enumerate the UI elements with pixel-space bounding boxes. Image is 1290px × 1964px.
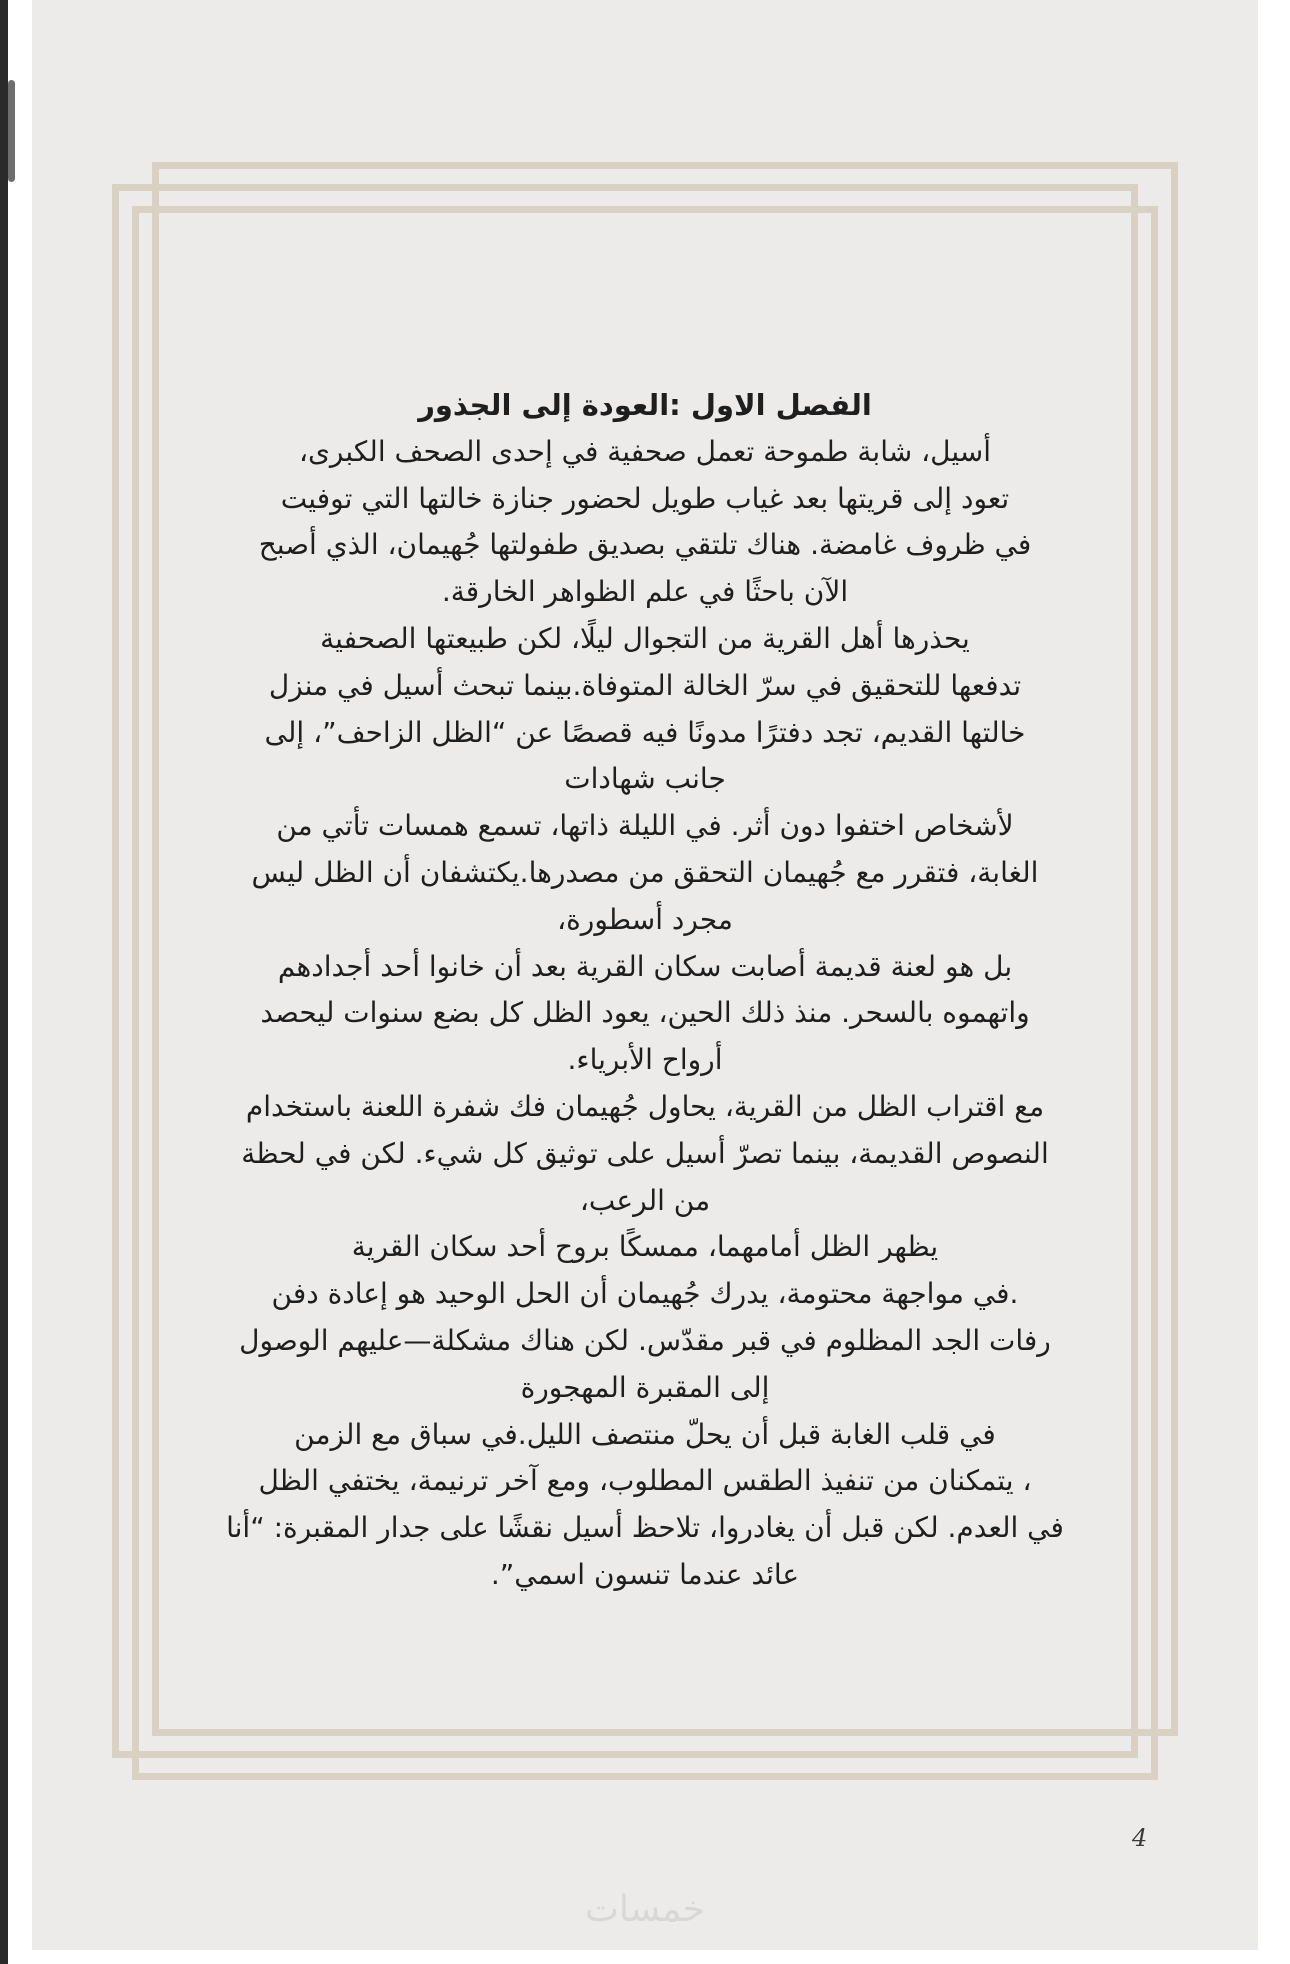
text-line: في قلب الغابة قبل أن يحلّ منتصف الليل.في سباق مع الزمن xyxy=(294,1417,996,1451)
chapter-text xyxy=(170,382,1120,1599)
text-line: لأشخاص اختفوا دون أثر. في الليلة ذاتها، تسمع همسات تأتي من xyxy=(276,809,1014,843)
text-line: واتهموه بالسحر. منذ ذلك الحين، يعود الظل كل بضع سنوات ليحصد xyxy=(260,996,1030,1030)
text-line: تعود إلى قريتها بعد غياب طويل لحضور جنازة خالتها التي توفيت xyxy=(280,481,1010,515)
text-line: مجرد أسطورة، xyxy=(557,902,733,936)
text-line: ، يتمكنان من تنفيذ الطقس المطلوب، ومع آخر ترنيمة، يختفي الظل xyxy=(258,1464,1032,1498)
text-line: النصوص القديمة، بينما تصرّ أسيل على توثيق كل شيء. لكن في لحظة xyxy=(241,1136,1049,1170)
viewer-left-edge xyxy=(0,0,8,1964)
text-line: بل هو لعنة قديمة أصابت سكان القرية بعد أن خانوا أحد أجدادهم xyxy=(277,949,1013,983)
text-line: أرواح الأبرياء. xyxy=(567,1043,723,1077)
text-line: أسيل، شابة طموحة تعمل صحفية في إحدى الصحف الكبرى، xyxy=(298,434,992,468)
text-line: في العدم. لكن قبل أن يغادروا، تلاحظ أسيل نقشًا على جدار المقبرة: “أنا xyxy=(226,1511,1064,1545)
text-line: جانب شهادات xyxy=(564,762,726,796)
text-line: الآن باحثًا في علم الظواهر الخارقة. xyxy=(441,575,849,609)
text-line: مع اقتراب الظل من القرية، يحاول جُهيمان فك شفرة اللعنة باستخدام xyxy=(245,1089,1045,1123)
text-line: خالتها القديم، تجد دفترًا مدونًا فيه قصصًا عن “الظل الزاحف”، إلى xyxy=(264,715,1026,749)
text-line: يظهر الظل أمامهما، ممسكًا بروح أحد سكان القرية xyxy=(351,1230,939,1264)
scrollbar-thumb[interactable] xyxy=(8,80,15,182)
page-number: 4 xyxy=(1132,1824,1148,1852)
text-line: إلى المقبرة المهجورة xyxy=(520,1370,770,1404)
text-line: عائد عندما تنسون اسمي”. xyxy=(490,1557,800,1591)
text-line: .في مواجهة محتومة، يدرك جُهيمان أن الحل الوحيد هو إعادة دفن xyxy=(271,1277,1019,1311)
text-line: في ظروف غامضة. هناك تلتقي بصديق طفولتها جُهيمان، الذي أصبح xyxy=(258,528,1032,562)
text-line: تدفعها للتحقيق في سرّ الخالة المتوفاة.بينما تبحث أسيل في منزل xyxy=(268,668,1022,702)
watermark-logo: خمسات xyxy=(584,1889,706,1930)
text-line: رفات الجد المظلوم في قبر مقدّس. لكن هناك مشكلة—عليهم الوصول xyxy=(239,1323,1051,1357)
text-line: يحذرها أهل القرية من التجوال ليلًا، لكن طبيعتها الصحفية xyxy=(320,621,970,655)
text-line: الغابة، فتقرر مع جُهيمان التحقق من مصدرها.يكتشفان أن الظل ليس xyxy=(251,855,1039,889)
chapter-title: الفصل الاول :العودة إلى الجذور xyxy=(418,388,872,422)
text-line: من الرعب، xyxy=(579,1183,711,1217)
